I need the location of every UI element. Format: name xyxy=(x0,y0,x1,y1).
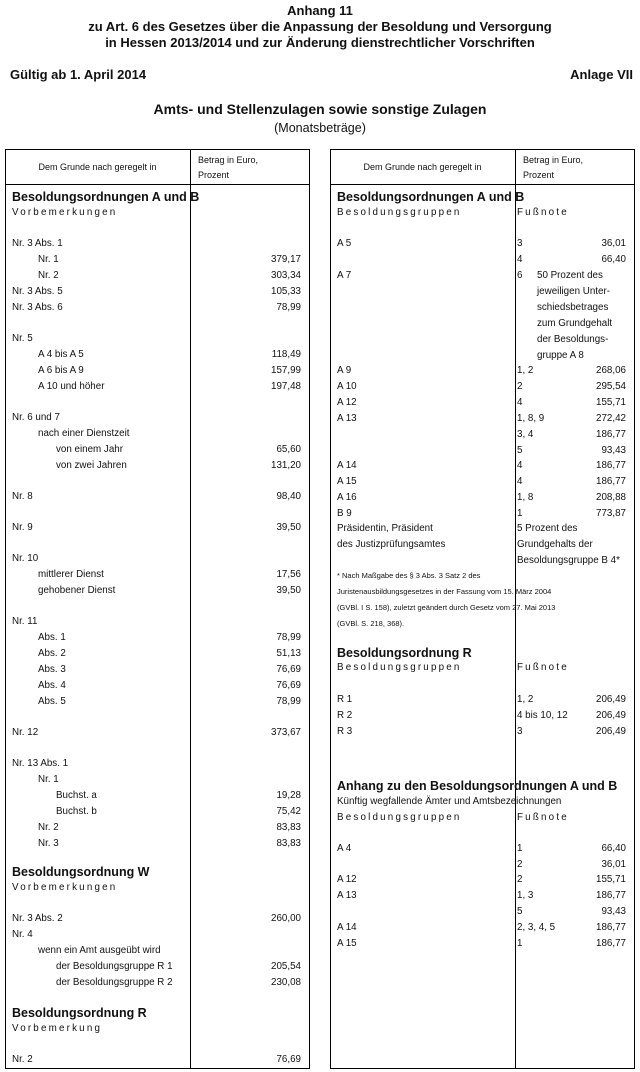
right-row-amount: 186,77 xyxy=(596,922,626,933)
right-row-text: jeweiligen Unter- xyxy=(537,286,610,297)
right-row-text: der Besoldungs- xyxy=(537,334,609,345)
left-row-amount: 131,20 xyxy=(271,460,301,471)
right-col-amount-header-line1: Betrag in Euro, xyxy=(523,155,584,165)
left-row-amount: 76,69 xyxy=(276,680,301,691)
left-row-label: Nr. 9 xyxy=(12,522,33,533)
annex-subtitle-line1: zu Art. 6 des Gesetzes über die Anpassung der Besoldung und Versorgung xyxy=(88,19,552,34)
left-table xyxy=(5,149,310,1069)
left-row-label: Buchst. a xyxy=(56,790,97,801)
left-row-label: Vorbemerkungen xyxy=(12,882,118,893)
left-row-label: Nr. 10 xyxy=(12,553,39,564)
right-row-group: A 4 xyxy=(337,843,352,854)
left-row-amount: 105,33 xyxy=(271,286,301,297)
right-row-group: Anhang zu den Besoldungsordnungen A und B xyxy=(337,779,618,793)
left-row-label: Nr. 4 xyxy=(12,929,33,940)
left-row-label: von einem Jahr xyxy=(56,444,123,455)
right-row-footnote: Grundgehalts der xyxy=(517,539,593,550)
left-row-label: mittlerer Dienst xyxy=(38,569,104,580)
right-row-footnote: Besoldungsgruppe B 4* xyxy=(517,555,620,566)
right-row-amount: 206,49 xyxy=(596,726,626,737)
right-row-footnote: 5 xyxy=(517,445,523,456)
left-row-label: Nr. 2 xyxy=(12,1054,33,1065)
right-row-group: A 14 xyxy=(337,922,357,933)
right-row-footnote: 1, 2 xyxy=(517,365,534,376)
right-row-amount: 66,40 xyxy=(601,843,626,854)
right-row-footnote: 5 xyxy=(517,906,523,917)
right-row-group: Besoldungsgruppen xyxy=(337,812,462,823)
right-row-group: Präsidentin, Präsident xyxy=(337,523,433,534)
annex-subtitle-line2: in Hessen 2013/2014 und zur Änderung dienstrechtlicher Vorschriften xyxy=(105,35,535,50)
right-row-group: Besoldungsordnung R xyxy=(337,646,472,660)
right-row-amount: 36,01 xyxy=(601,238,626,249)
right-row-footnote: 1, 8, 9 xyxy=(517,413,545,424)
left-row-label: der Besoldungsgruppe R 1 xyxy=(56,961,173,972)
right-row-group: A 13 xyxy=(337,413,357,424)
right-row-amount: 155,71 xyxy=(596,874,626,885)
left-row-label: Nr. 11 xyxy=(12,616,38,627)
right-col-amount-header-line2: Prozent xyxy=(523,170,555,180)
right-row-footnote: 1, 3 xyxy=(517,890,534,901)
left-col-amount-header-line2: Prozent xyxy=(198,170,230,180)
right-row-text: 50 Prozent des xyxy=(537,270,603,281)
right-row-amount: 186,77 xyxy=(596,429,626,440)
right-row-group: Juristenausbildungsgesetzes in der Fassung vom 15. März 2004 xyxy=(337,587,552,596)
right-row-text: gruppe A 8 xyxy=(537,350,584,361)
left-row-amount: 17,56 xyxy=(276,569,301,580)
right-row-group: Besoldungsgruppen xyxy=(337,662,462,673)
right-row-amount: 773,87 xyxy=(596,508,626,519)
left-row-label: Vorbemerkungen xyxy=(12,207,118,218)
annex-number: Anhang 11 xyxy=(287,3,353,18)
left-row-amount: 230,08 xyxy=(271,977,301,988)
right-row-group: A 9 xyxy=(337,365,352,376)
right-row-footnote: Fußnote xyxy=(517,812,569,823)
right-row-amount: 186,77 xyxy=(596,890,626,901)
left-col-amount-header xyxy=(198,153,258,183)
right-row-amount: 206,49 xyxy=(596,710,626,721)
right-col-amount-header xyxy=(523,153,583,183)
right-row-footnote: 4 xyxy=(517,397,523,408)
left-row-label: Nr. 5 xyxy=(12,333,33,344)
right-row-group: A 16 xyxy=(337,492,357,503)
right-row-footnote: Fußnote xyxy=(517,207,569,218)
right-row-text: zum Grundgehalt xyxy=(537,318,613,329)
right-row-amount: 206,49 xyxy=(596,694,626,705)
right-row-amount: 208,88 xyxy=(596,492,626,503)
left-row-label: gehobener Dienst xyxy=(38,585,116,596)
left-col-basis-header: Dem Grunde nach geregelt in xyxy=(38,162,157,172)
left-row-amount: 76,69 xyxy=(276,1054,301,1065)
left-row-label: Nr. 8 xyxy=(12,491,33,502)
right-row-footnote: 1, 2 xyxy=(517,694,534,705)
left-row-amount: 78,99 xyxy=(276,632,301,643)
left-row-amount: 83,83 xyxy=(276,838,301,849)
left-row-label: Abs. 3 xyxy=(38,664,66,675)
left-row-amount: 118,49 xyxy=(271,349,301,360)
right-row-group: A 10 xyxy=(337,381,357,392)
left-row-label: der Besoldungsgruppe R 2 xyxy=(56,977,173,988)
left-row-label: von zwei Jahren xyxy=(56,460,127,471)
right-row-amount: 272,42 xyxy=(596,413,626,424)
right-row-group: A 14 xyxy=(337,460,357,471)
left-row-label: Nr. 3 Abs. 1 xyxy=(12,238,63,249)
right-row-group: A 12 xyxy=(337,874,357,885)
right-row-group: B 9 xyxy=(337,508,352,519)
right-row-footnote: 3 xyxy=(517,726,523,737)
left-row-label: Nr. 1 xyxy=(38,254,59,265)
right-row-group: (GVBl. I S. 158), zuletzt geändert durch Gesetz vom 27. Mai 2013 xyxy=(337,603,556,612)
left-row-label: Vorbemerkung xyxy=(12,1023,103,1034)
left-row-label: Nr. 2 xyxy=(38,822,59,833)
right-row-group: A 7 xyxy=(337,270,352,281)
right-row-group: Besoldungsordnungen A und B xyxy=(337,190,525,204)
right-row-footnote: Fußnote xyxy=(517,662,569,673)
left-table-header xyxy=(6,150,309,185)
right-row-footnote: 2, 3, 4, 5 xyxy=(517,922,556,933)
left-row-amount: 39,50 xyxy=(276,522,301,533)
left-row-label: nach einer Dienstzeit xyxy=(38,428,130,439)
right-row-amount: 93,43 xyxy=(601,445,626,456)
left-row-label: A 6 bis A 9 xyxy=(38,365,84,376)
left-row-label: Nr. 12 xyxy=(12,727,39,738)
right-row-footnote: 1 xyxy=(517,938,523,949)
right-row-group: A 5 xyxy=(337,238,352,249)
left-row-amount: 83,83 xyxy=(276,822,301,833)
right-row-group: Künftig wegfallende Ämter und Amtsbezeichnungen xyxy=(337,796,562,807)
left-row-label: Besoldungsordnung W xyxy=(12,865,150,879)
right-row-amount: 268,06 xyxy=(596,365,626,376)
right-row-footnote: 5 Prozent des xyxy=(517,523,578,534)
right-row-footnote: 2 xyxy=(517,381,523,392)
left-column-divider xyxy=(190,150,191,1068)
left-row-amount: 379,17 xyxy=(271,254,301,265)
page-subtitle: (Monatsbeträge) xyxy=(274,121,366,135)
left-row-amount: 75,42 xyxy=(276,806,301,817)
left-row-amount: 76,69 xyxy=(276,664,301,675)
left-row-amount: 51,13 xyxy=(276,648,301,659)
left-row-label: Abs. 2 xyxy=(38,648,66,659)
left-row-label: Abs. 4 xyxy=(38,680,66,691)
left-row-amount: 260,00 xyxy=(271,913,301,924)
right-row-group: A 13 xyxy=(337,890,357,901)
left-row-label: Besoldungsordnung R xyxy=(12,1006,147,1020)
right-table-header xyxy=(331,150,634,185)
right-row-group: A 15 xyxy=(337,476,357,487)
right-row-footnote: 2 xyxy=(517,859,523,870)
left-row-amount: 78,99 xyxy=(276,302,301,313)
right-row-group: A 15 xyxy=(337,938,357,949)
right-row-footnote: 1, 8 xyxy=(517,492,534,503)
attachment-label: Anlage VII xyxy=(570,67,633,82)
right-row-footnote: 4 xyxy=(517,460,523,471)
left-row-label: Nr. 3 Abs. 6 xyxy=(12,302,63,313)
left-row-amount: 197,48 xyxy=(271,381,301,392)
right-row-footnote: 3 xyxy=(517,238,523,249)
right-row-amount: 186,77 xyxy=(596,938,626,949)
right-col-basis-header: Dem Grunde nach geregelt in xyxy=(363,162,482,172)
left-row-amount: 373,67 xyxy=(271,727,301,738)
right-row-footnote: 1 xyxy=(517,508,523,519)
right-row-group: des Justizprüfungsamtes xyxy=(337,539,446,550)
left-row-label: A 4 bis A 5 xyxy=(38,349,84,360)
left-row-label: Nr. 13 Abs. 1 xyxy=(12,758,69,769)
right-row-amount: 36,01 xyxy=(601,859,626,870)
right-row-footnote: 1 xyxy=(517,843,523,854)
left-row-label: Nr. 3 Abs. 5 xyxy=(12,286,63,297)
left-row-label: Besoldungsordnungen A und B xyxy=(12,190,200,204)
right-row-group: * Nach Maßgabe des § 3 Abs. 3 Satz 2 des xyxy=(337,571,481,580)
right-row-group: R 2 xyxy=(337,710,353,721)
left-row-label: Abs. 5 xyxy=(38,696,66,707)
right-row-footnote: 4 bis 10, 12 xyxy=(517,710,568,721)
right-row-footnote: 6 xyxy=(517,270,523,281)
right-row-group: R 1 xyxy=(337,694,353,705)
right-row-group: A 12 xyxy=(337,397,357,408)
right-row-amount: 186,77 xyxy=(596,476,626,487)
right-row-amount: 66,40 xyxy=(601,254,626,265)
right-row-amount: 295,54 xyxy=(596,381,626,392)
left-row-amount: 303,34 xyxy=(271,270,301,281)
page-title: Amts- und Stellenzulagen sowie sonstige Zulagen xyxy=(153,101,487,117)
left-row-label: Buchst. b xyxy=(56,806,97,817)
right-row-footnote: 4 xyxy=(517,476,523,487)
left-row-amount: 157,99 xyxy=(271,365,301,376)
left-row-amount: 65,60 xyxy=(276,444,301,455)
right-row-group: R 3 xyxy=(337,726,353,737)
right-row-footnote: 2 xyxy=(517,874,523,885)
valid-from: Gültig ab 1. April 2014 xyxy=(10,67,147,82)
left-row-label: A 10 und höher xyxy=(38,381,105,392)
right-table xyxy=(330,149,635,1069)
left-row-amount: 19,28 xyxy=(276,790,301,801)
right-row-text: schiedsbetrages xyxy=(537,302,609,313)
right-row-amount: 155,71 xyxy=(596,397,626,408)
left-row-label: Nr. 3 xyxy=(38,838,59,849)
right-row-footnote: 4 xyxy=(517,254,523,265)
right-row-footnote: 3, 4 xyxy=(517,429,534,440)
left-row-amount: 98,40 xyxy=(276,491,301,502)
left-row-amount: 205,54 xyxy=(271,961,301,972)
left-row-amount: 78,99 xyxy=(276,696,301,707)
left-row-label: wenn ein Amt ausgeübt wird xyxy=(38,945,161,956)
right-row-group: (GVBl. S. 218, 368). xyxy=(337,619,405,628)
left-row-amount: 39,50 xyxy=(276,585,301,596)
left-row-label: Nr. 1 xyxy=(38,774,59,785)
right-row-amount: 93,43 xyxy=(601,906,626,917)
left-row-label: Nr. 2 xyxy=(38,270,59,281)
right-row-amount: 186,77 xyxy=(596,460,626,471)
right-row-group: Besoldungsgruppen xyxy=(337,207,462,218)
left-row-label: Nr. 6 und 7 xyxy=(12,412,60,423)
left-row-label: Abs. 1 xyxy=(38,632,66,643)
left-col-amount-header-line1: Betrag in Euro, xyxy=(198,155,259,165)
left-row-label: Nr. 3 Abs. 2 xyxy=(12,913,63,924)
